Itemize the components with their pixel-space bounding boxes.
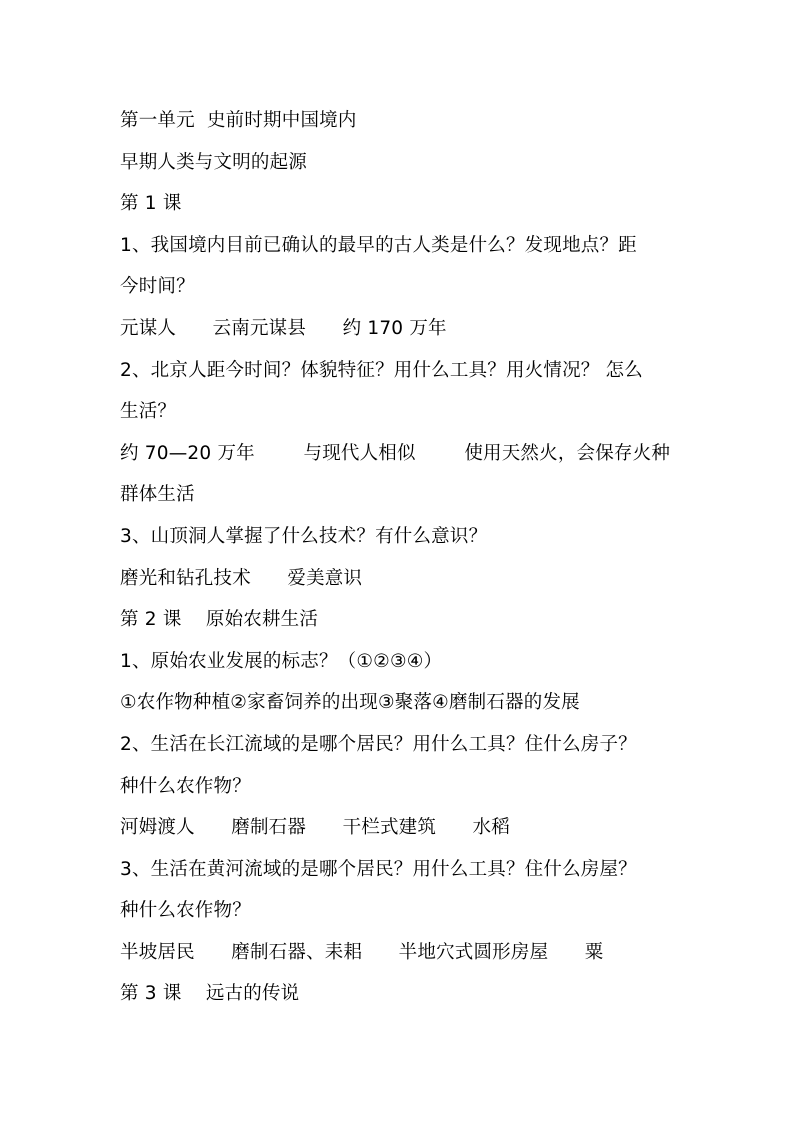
question-2-3-line-1: 3、生活在黄河流域的是哪个居民？用什么工具？住什么房屋？ xyxy=(120,858,637,880)
lesson-2-heading: 第 2 课 原始农耕生活 xyxy=(120,609,319,631)
unit-title-line-1: 第一单元 史前时期中国境内 xyxy=(120,110,357,131)
answer-2-3: 半坡居民 磨制石器、耒耜 半地穴式圆形房屋 粟 xyxy=(120,941,604,963)
lesson-1-heading: 第 1 课 xyxy=(120,193,182,215)
document-body xyxy=(120,100,680,1015)
question-1-1-line-1: 1、我国境内目前已确认的最早的古人类是什么？发现地点？距 xyxy=(120,234,637,256)
question-1-1-line-2: 今时间？ xyxy=(120,276,195,298)
question-2-2-line-2: 种什么农作物？ xyxy=(120,775,251,797)
unit-title-line-2: 早期人类与文明的起源 xyxy=(120,151,308,173)
question-2-3-line-2: 种什么农作物？ xyxy=(120,900,251,922)
answer-1-2-line-1: 约 70—20 万年 与现代人相似 使用天然火，会保存火种 xyxy=(120,442,671,464)
question-1-3: 3、山顶洞人掌握了什么技术？有什么意识？ xyxy=(120,525,488,547)
question-1-2-line-1: 2、北京人距今时间？体貌特征？用什么工具？用火情况？ 怎么 xyxy=(120,359,643,381)
answer-2-2: 河姆渡人 磨制石器 干栏式建筑 水稻 xyxy=(120,817,510,839)
question-2-2-line-1: 2、生活在长江流域的是哪个居民？用什么工具？住什么房子？ xyxy=(120,733,637,755)
answer-1-3: 磨光和钻孔技术 爱美意识 xyxy=(120,567,363,589)
question-2-1: 1、原始农业发展的标志？（①②③④） xyxy=(120,650,443,672)
lesson-3-heading: 第 3 课 远古的传说 xyxy=(120,983,300,1005)
answer-1-2-line-2: 群体生活 xyxy=(120,484,195,506)
answer-1-1: 元谋人 云南元谋县 约 170 万年 xyxy=(120,317,447,339)
answer-2-1: ①农作物种植②家畜饲养的出现③聚落④磨制石器的发展 xyxy=(120,692,580,714)
question-1-2-line-2: 生活？ xyxy=(120,401,177,423)
